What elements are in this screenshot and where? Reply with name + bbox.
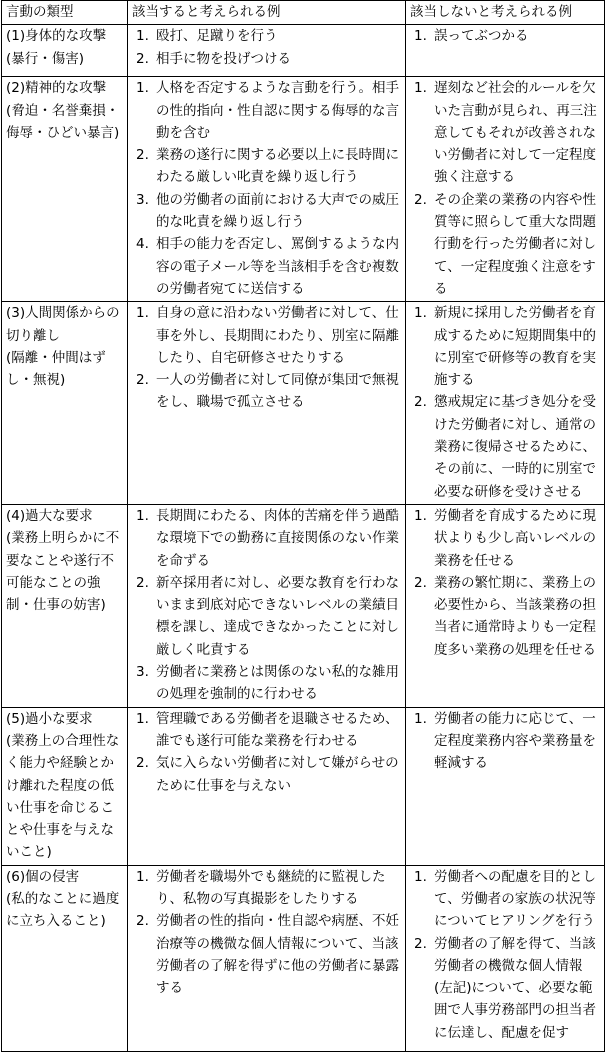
not-applies-item bbox=[410, 302, 600, 391]
item-number: 1. bbox=[136, 28, 149, 45]
item-text: 労働者を職場外でも継続的に監視したり、私物の写真撮影をしたりする bbox=[156, 868, 386, 907]
item-text: 誤ってぶつかる bbox=[434, 28, 529, 45]
applies-item bbox=[132, 77, 401, 144]
item-number: 2. bbox=[136, 574, 149, 591]
item-text: 長期間にわたる、肉体的苦痛を伴う過酷な環境下での勤務に直接関係のない作業を命ずる bbox=[156, 507, 399, 569]
item-number: 4. bbox=[136, 236, 149, 253]
example-list bbox=[410, 25, 600, 47]
header-applies: 該当すると考えられる例 bbox=[128, 1, 406, 25]
header-row bbox=[2, 1, 605, 25]
item-number: 3. bbox=[136, 191, 149, 208]
applies-cell bbox=[128, 707, 406, 865]
example-list bbox=[410, 77, 600, 300]
item-text: 労働者の了解を得て、当該労働者の機微な個人情報(左記)について、必要な範囲で人事労務部門の担当者に伝達し、配慮を促す bbox=[434, 935, 596, 1041]
applies-item bbox=[132, 910, 401, 999]
item-number: 1. bbox=[414, 868, 427, 885]
header-category: 言動の類型 bbox=[2, 1, 128, 25]
category-title: (6)個の侵害 bbox=[6, 868, 80, 885]
not-applies-item bbox=[410, 25, 600, 47]
category-cell bbox=[2, 865, 128, 1051]
item-number: 1. bbox=[136, 710, 149, 727]
category-description: (脅迫・名誉棄損・侮辱・ひどい暴言) bbox=[6, 102, 120, 141]
applies-cell bbox=[128, 504, 406, 707]
item-number: 2. bbox=[136, 147, 149, 164]
item-number: 2. bbox=[414, 191, 427, 208]
not-applies-item bbox=[410, 189, 600, 300]
item-text: 相手に物を投げつける bbox=[156, 50, 291, 67]
category-cell bbox=[2, 707, 128, 865]
table-row bbox=[2, 504, 605, 707]
applies-item bbox=[132, 25, 401, 47]
applies-item bbox=[132, 572, 401, 661]
item-number: 1. bbox=[414, 507, 427, 524]
item-number: 3. bbox=[136, 664, 149, 681]
not-applies-cell bbox=[406, 707, 605, 865]
table-row bbox=[2, 302, 605, 505]
item-number: 2. bbox=[136, 913, 149, 930]
table-row bbox=[2, 25, 605, 77]
item-number: 2. bbox=[414, 394, 427, 411]
item-number: 1. bbox=[136, 305, 149, 322]
table-body bbox=[2, 25, 605, 1051]
item-text: 人格を否定するような言動を行う。相手の性的指向・性自認に関する侮辱的な言動を含む bbox=[156, 80, 399, 141]
category-cell bbox=[2, 504, 128, 707]
item-text: 労働者への配慮を目的として、労働者の家族の状況等についてヒアリングを行う bbox=[434, 868, 596, 930]
category-cell bbox=[2, 302, 128, 505]
item-text: 労働者の能力に応じて、一定程度業務内容や業務量を軽減する bbox=[434, 710, 596, 772]
example-list bbox=[132, 708, 401, 797]
not-applies-item bbox=[410, 708, 600, 775]
table-row bbox=[2, 865, 605, 1051]
not-applies-cell bbox=[406, 302, 605, 505]
category-description: (私的なことに過度に立ち入ること) bbox=[6, 890, 120, 930]
category-cell bbox=[2, 77, 128, 302]
table-row bbox=[2, 77, 605, 302]
table-row bbox=[2, 707, 605, 865]
applies-cell bbox=[128, 302, 406, 505]
item-number: 2. bbox=[414, 574, 427, 591]
applies-item bbox=[132, 369, 401, 414]
not-applies-cell bbox=[406, 25, 605, 77]
category-description: (暴行・傷害) bbox=[6, 50, 85, 67]
item-text: その企業の業務の内容や性質等に照らして重大な問題行動を行った労働者に対して、一定程度強く注意をする bbox=[434, 191, 596, 297]
applies-item bbox=[132, 661, 401, 706]
not-applies-cell bbox=[406, 504, 605, 707]
harassment-types-table bbox=[1, 0, 605, 1052]
item-number: 2. bbox=[414, 935, 427, 952]
category-cell bbox=[2, 25, 128, 77]
example-list bbox=[132, 302, 401, 413]
example-list bbox=[410, 708, 600, 775]
item-number: 1. bbox=[414, 710, 427, 727]
item-text: 新卒採用者に対し、必要な教育を行わないまま到底対応できないレベルの業績目標を課し、達成できなかったことに対し厳しく叱責する bbox=[156, 574, 399, 658]
example-list bbox=[132, 866, 401, 1000]
example-list bbox=[410, 505, 600, 661]
item-text: 新規に採用した労働者を育成するために短期間集中的に別室で研修等の教育を実施する bbox=[434, 305, 596, 389]
applies-cell bbox=[128, 77, 406, 302]
item-number: 1. bbox=[136, 80, 149, 97]
applies-cell bbox=[128, 25, 406, 77]
example-list bbox=[410, 302, 600, 503]
not-applies-item bbox=[410, 77, 600, 188]
category-title: (1)身体的な攻撃 bbox=[6, 28, 107, 45]
item-number: 1. bbox=[414, 305, 427, 322]
item-text: 一人の労働者に対して同僚が集団で無視をし、職場で孤立させる bbox=[156, 372, 399, 411]
category-title: (4)過大な要求 bbox=[6, 507, 93, 524]
not-applies-item bbox=[410, 391, 600, 502]
category-title: (2)精神的な攻撃 bbox=[6, 80, 107, 97]
category-description: (業務上の合理性なく能力や経験とかけ離れた程度の低い仕事を命じることや仕事を与えないこと) bbox=[6, 732, 120, 861]
category-title: (5)過小な要求 bbox=[6, 710, 93, 727]
not-applies-cell bbox=[406, 77, 605, 302]
category-description: (隔離・仲間はずし・無視) bbox=[6, 349, 106, 389]
item-text: 遅刻など社会的ルールを欠いた言動が見られ、再三注意してもそれが改善されない労働者に対して一定程度強く注意する bbox=[434, 80, 597, 186]
applies-item bbox=[132, 866, 401, 911]
item-text: 殴打、足蹴りを行う bbox=[156, 28, 278, 45]
not-applies-cell bbox=[406, 865, 605, 1051]
applies-item bbox=[132, 48, 401, 70]
item-text: 懲戒規定に基づき処分を受けた労働者に対し、通常の業務に復帰させるために、その前に、一時的に別室で必要な研修を受けさせる bbox=[434, 394, 596, 500]
item-number: 2. bbox=[136, 50, 149, 67]
category-title: (3)人間関係からの切り離し bbox=[6, 305, 120, 344]
applies-item bbox=[132, 302, 401, 369]
item-number: 1. bbox=[136, 868, 149, 885]
item-text: 管理職である労働者を退職させるため、誰でも遂行可能な業務を行わせる bbox=[156, 710, 399, 749]
item-number: 2. bbox=[136, 372, 149, 389]
example-list bbox=[132, 25, 401, 70]
applies-item bbox=[132, 233, 401, 300]
item-number: 1. bbox=[414, 80, 427, 97]
category-description: (業務上明らかに不要なことや遂行不可能なことの強制・仕事の妨害) bbox=[6, 530, 120, 614]
example-list bbox=[410, 866, 600, 1044]
applies-item bbox=[132, 144, 401, 189]
item-number: 1. bbox=[136, 507, 149, 524]
item-text: 気に入らない労働者に対して嫌がらせのために仕事を与えない bbox=[156, 755, 399, 794]
not-applies-item bbox=[410, 572, 600, 661]
item-text: 労働者の性的指向・性自認や病歴、不妊治療等の機微な個人情報について、当該労働者の了解を得ずに他の労働者に暴露する bbox=[156, 913, 399, 997]
not-applies-item bbox=[410, 933, 600, 1044]
header-not-applies: 該当しないと考えられる例 bbox=[406, 1, 605, 25]
item-number: 2. bbox=[136, 755, 149, 772]
item-text: 労働者に業務とは関係のない私的な雑用の処理を強制的に行わせる bbox=[156, 664, 399, 703]
applies-item bbox=[132, 708, 401, 753]
item-text: 労働者を育成するために現状よりも少し高いレベルの業務を任せる bbox=[434, 507, 596, 569]
applies-item bbox=[132, 505, 401, 572]
item-text: 他の労働者の面前における大声での威圧的な叱責を繰り返し行う bbox=[156, 191, 399, 231]
not-applies-item bbox=[410, 505, 600, 572]
applies-item bbox=[132, 189, 401, 234]
item-text: 自身の意に沿わない労働者に対して、仕事を外し、長期間にわたり、別室に隔離したり、自宅研修させたりする bbox=[156, 305, 399, 366]
example-list bbox=[132, 505, 401, 706]
item-text: 業務の繁忙期に、業務上の必要性から、当該業務の担当者に通常時よりも一定程度多い業務の処理を任せる bbox=[434, 574, 596, 658]
item-text: 業務の遂行に関する必要以上に長時間にわたる厳しい叱責を繰り返し行う bbox=[156, 147, 399, 186]
applies-item bbox=[132, 752, 401, 797]
item-number: 1. bbox=[414, 28, 427, 45]
item-text: 相手の能力を否定し、罵倒するような内容の電子メール等を当該相手を含む複数の労働者宛てに送信する bbox=[156, 236, 399, 297]
not-applies-item bbox=[410, 866, 600, 933]
example-list bbox=[132, 77, 401, 300]
applies-cell bbox=[128, 865, 406, 1051]
